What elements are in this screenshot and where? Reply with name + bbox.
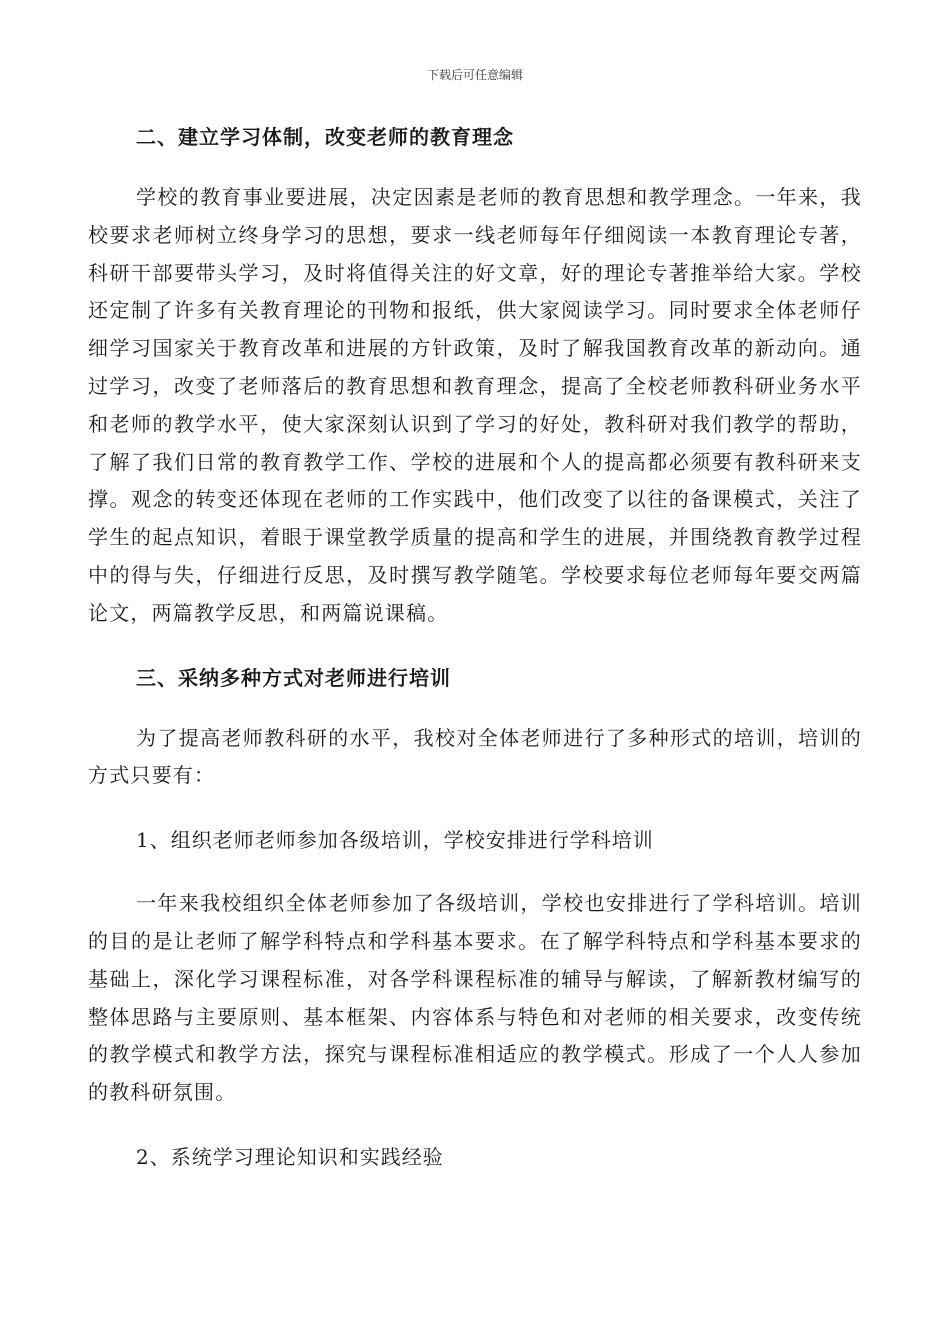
subsection-2-title: 2、系统学习理论知识和实践经验 — [136, 1144, 444, 1169]
section-heading-3: 三、采纳多种方式对老师进行培训 — [136, 665, 451, 690]
subsection-1-title: 1、组织老师老师参加各级培训，学校安排进行学科培训 — [136, 828, 654, 853]
section-heading-2: 二、建立学习体制，改变老师的教育理念 — [136, 125, 514, 149]
section-2-paragraph: 学校的教育事业要进展，决定因素是老师的教育思想和教学理念。一年来，我校要求老师树立终身学习的思想，要求一线老师每年仔细阅读一本教育理论专著，科研干部要带头学习，及时将值得关注的好文章，好的理论专著推举给大家。学校还定制了许多有关教育理论的刊物和报纸，供大家阅读学习。同时要求全体老师仔细学习国家关于教育改革和进展的方针政策，及时了解我国教育改革的新动向。通过学习，改变了老师落后的教育思想和教育理念，提高了全校老师教科研业务水平和老师的教学水平，使大家深刻认识到了学习的好处，教科研对我们教学的帮助，了解了我们日常的教育教学工作、学校的进展和个人的提高都必须要有教科研来支撑。观念的转变还体现在老师的工作实践中，他们改变了以往的备课模式，关注了学生的起点知识，着眼于课堂教学质量的提高和学生的进展，并围绕教育教学过程中的得与失，仔细进行反思，及时撰写教学随笔。学校要求每位老师每年要交两篇论文，两篇教学反思，和两篇说课稿。 — [88, 185, 862, 625]
subsection-1-paragraph: 一年来我校组织全体老师参加了各级培训，学校也安排进行了学科培训。培训的目的是让老师了解学科特点和学科基本要求。在了解学科特点和学科基本要求的基础上，深化学习课程标准，对各学科课程标准的辅导与解读，了解新教材编写的整体思路与主要原则、基本框架、内容体系与特色和对老师的相关要求，改变传统的教学模式和教学方法，探究与课程标准相适应的教学模式。形成了一个人人参加的教科研氛围。 — [88, 891, 862, 1105]
page-header-note: 下载后可任意编辑 — [426, 68, 523, 82]
document-body — [88, 118, 862, 1176]
section-3-intro-paragraph: 为了提高老师教科研的水平，我校对全体老师进行了多种形式的培训，培训的方式只要有： — [88, 725, 862, 788]
